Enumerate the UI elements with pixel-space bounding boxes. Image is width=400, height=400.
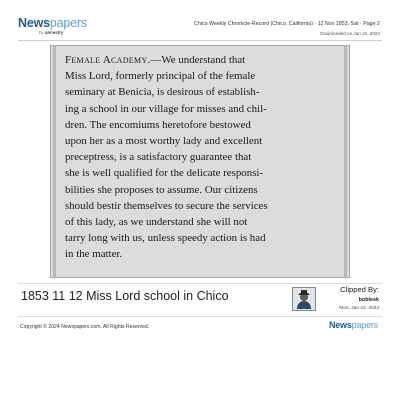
clipper-username[interactable]: boblesk (358, 297, 379, 303)
clipping-text (65, 52, 339, 263)
page-header (0, 0, 400, 40)
footer-divider (18, 316, 382, 317)
clipping-headline: Female Academy. (65, 54, 151, 66)
newspaper-clipping-image (50, 45, 350, 278)
clip-date: Mon, Jan 22, 2024 (339, 306, 379, 311)
source-citation: Chico Weekly Chronicle-Record (Chico, California) · 12 Nov 1853, Sat · Page 2 (194, 21, 380, 27)
clip-info-divider (18, 283, 382, 284)
logo-wordmark: Newspapers (18, 16, 87, 30)
user-avatar[interactable] (292, 287, 316, 311)
clipping-line: should bestir themselves to secure the services (65, 199, 268, 212)
footer-newspapers-logo[interactable]: Newspapers (328, 320, 378, 330)
clipping-line: seminary at Benicia, is desirous of establish- (65, 86, 260, 99)
clipping-line: upon her as a most worthy lady and excellent (65, 135, 263, 148)
clipping-line: in the matter. (65, 248, 123, 261)
clipping-line: ing a school in our village for misses and chil- (65, 102, 267, 115)
clipping-title: 1853 11 12 Miss Lord school in Chico (21, 289, 229, 303)
clipped-by-label: Clipped By: (340, 285, 379, 294)
avatar-person-icon (293, 288, 315, 310)
clipping-line: bilities she proposes to assume. Our citizens (65, 183, 258, 196)
clipping-right-edge (344, 46, 347, 278)
clipping-line: preceptress, is a satisfactory guarantee that (65, 151, 252, 164)
header-divider (18, 40, 382, 41)
copyright-notice: Copyright © 2024 Newspapers.com. All Rights Reserved. (20, 324, 150, 330)
clipping-line: Miss Lord, formerly principal of the female (65, 70, 256, 83)
clipping-line: dren. The encomiums heretofore bestowed (65, 118, 251, 131)
clipping-left-edge (53, 46, 56, 278)
clipping-line: tarry long with us, unless speedy action is had (65, 232, 266, 245)
newspapers-logo[interactable] (18, 14, 87, 35)
download-date: Downloaded on Jan 22, 2024 (320, 31, 380, 36)
clipping-line: she is well qualified for the delicate responsi- (65, 167, 264, 180)
logo-byline: by ancestry (39, 30, 64, 35)
clipping-line: of this lady, as we understand she will not (65, 216, 248, 229)
clipping-line: Female Academy.—We understand that (65, 54, 246, 66)
